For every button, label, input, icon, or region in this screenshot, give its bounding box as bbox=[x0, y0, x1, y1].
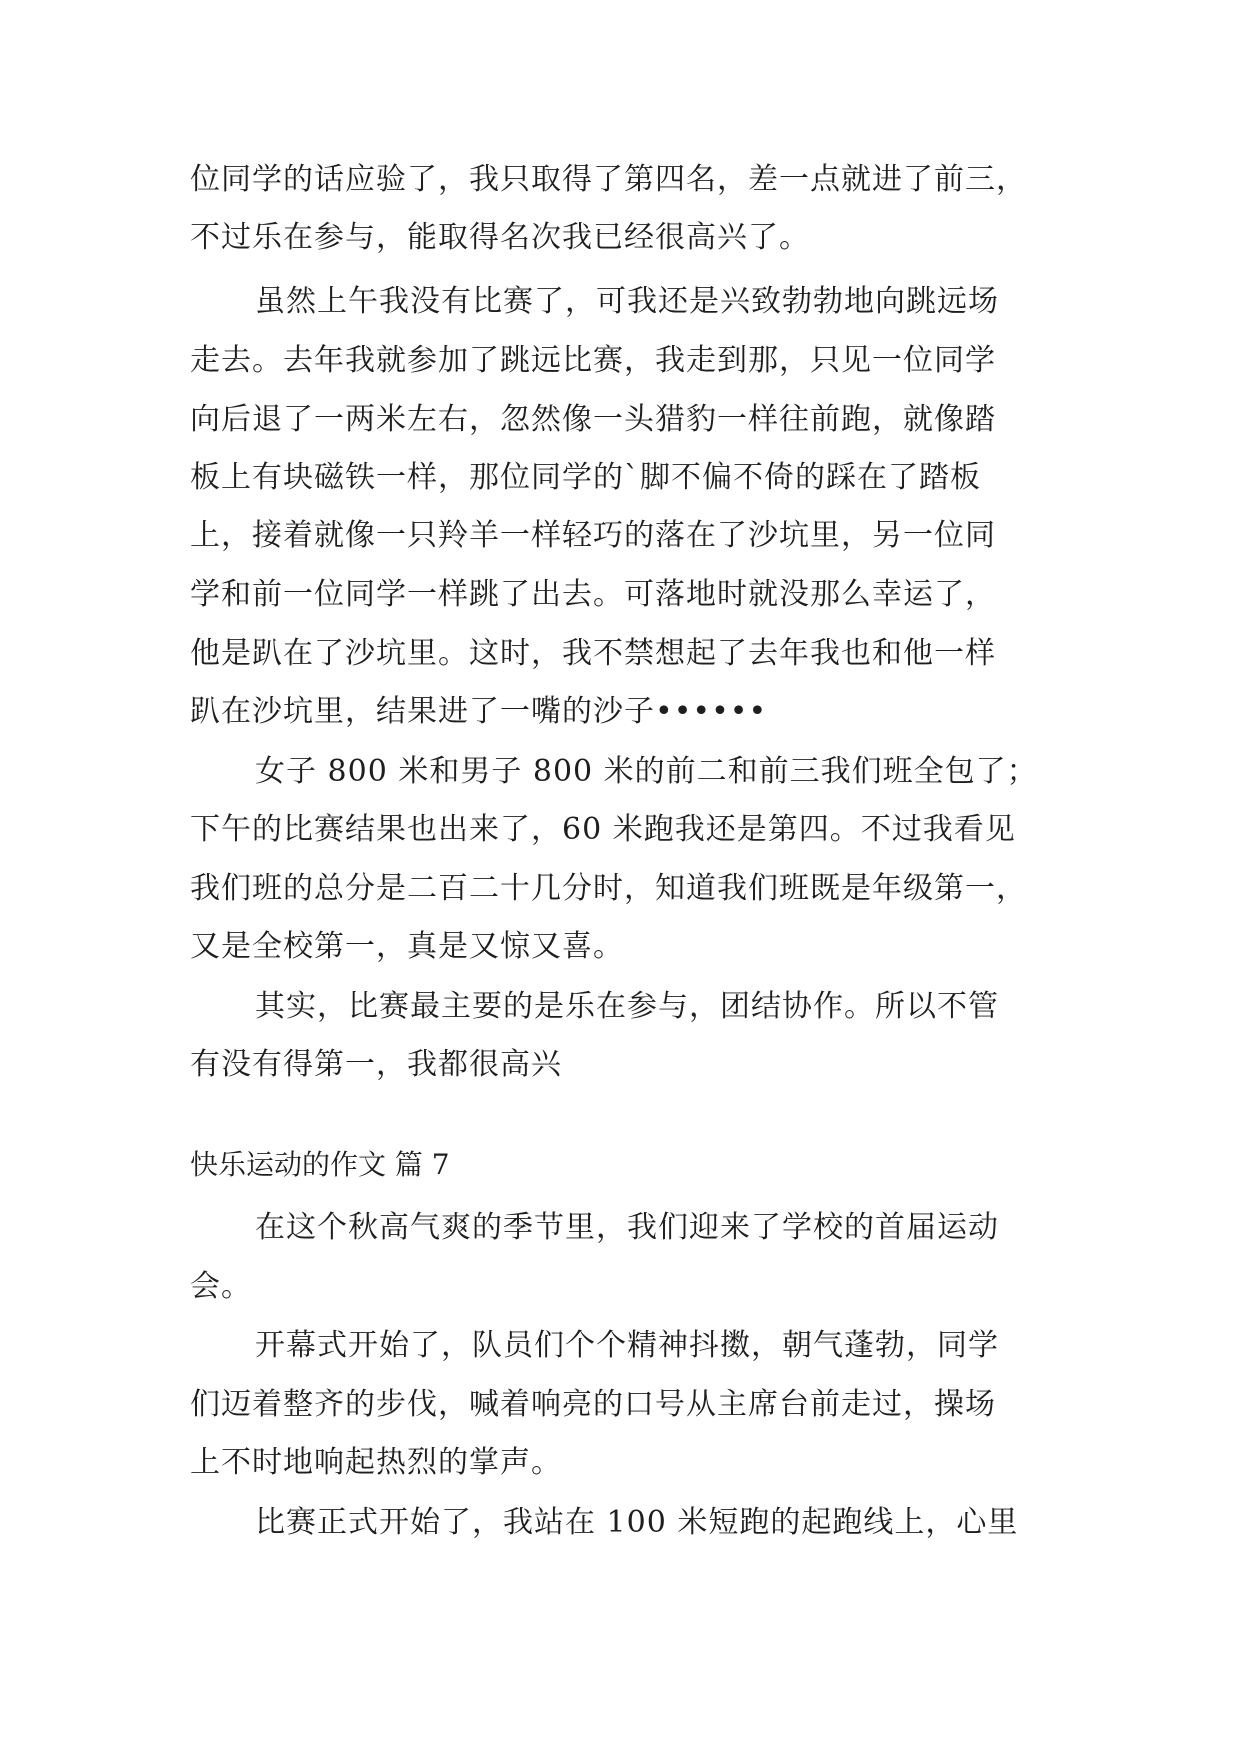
text-line: 向后退了一两米左右，忽然像一头猎豹一样往前跑，就像踏 bbox=[190, 402, 996, 437]
text-line: 又是全校第一，真是又惊又喜。 bbox=[190, 929, 624, 964]
text-line: 学和前一位同学一样跳了出去。可落地时就没那么幸运了， bbox=[190, 577, 996, 612]
paragraph-start-line: 其实，比赛最主要的是乐在参与，团结协作。所以不管 bbox=[255, 989, 999, 1024]
text-line: 会。 bbox=[190, 1269, 252, 1304]
text-line: 下午的比赛结果也出来了，60 米跑我还是第四。不过我看见 bbox=[190, 812, 1016, 847]
text-line: 走去。去年我就参加了跳远比赛，我走到那，只见一位同学 bbox=[190, 343, 996, 378]
text-line: 上，接着就像一只羚羊一样轻巧的落在了沙坑里，另一位同 bbox=[190, 518, 996, 553]
paragraph-start-line: 开幕式开始了，队员们个个精神抖擞，朝气蓬勃，同学 bbox=[255, 1328, 999, 1363]
text-line: 位同学的话应验了，我只取得了第四名，差一点就进了前三， bbox=[190, 162, 1027, 197]
paragraph-start-line: 女子 800 米和男子 800 米的前二和前三我们班全包了； bbox=[255, 754, 1038, 789]
paragraph-start-line: 虽然上午我没有比赛了，可我还是兴致勃勃地向跳远场 bbox=[255, 284, 999, 319]
text-line: 趴在沙坑里，结果进了一嘴的沙子•••••• bbox=[190, 694, 768, 729]
text-line: 上不时地响起热烈的掌声。 bbox=[190, 1445, 562, 1480]
paragraph-start-line: 在这个秋高气爽的季节里，我们迎来了学校的首届运动 bbox=[255, 1210, 999, 1245]
text-line: 不过乐在参与，能取得名次我已经很高兴了。 bbox=[190, 220, 810, 255]
text-line: 板上有块磁铁一样，那位同学的`脚不偏不倚的踩在了踏板 bbox=[190, 460, 981, 495]
section-heading: 快乐运动的作文 篇 7 bbox=[190, 1148, 450, 1181]
text-line: 我们班的总分是二百二十几分时，知道我们班既是年级第一， bbox=[190, 871, 1027, 906]
text-line: 们迈着整齐的步伐，喊着响亮的口号从主席台前走过，操场 bbox=[190, 1387, 996, 1422]
paragraph-start-line: 比赛正式开始了，我站在 100 米短跑的起跑线上，心里 bbox=[255, 1505, 1019, 1540]
text-line: 有没有得第一，我都很高兴 bbox=[190, 1047, 562, 1082]
text-line: 他是趴在了沙坑里。这时，我不禁想起了去年我也和他一样 bbox=[190, 636, 996, 671]
